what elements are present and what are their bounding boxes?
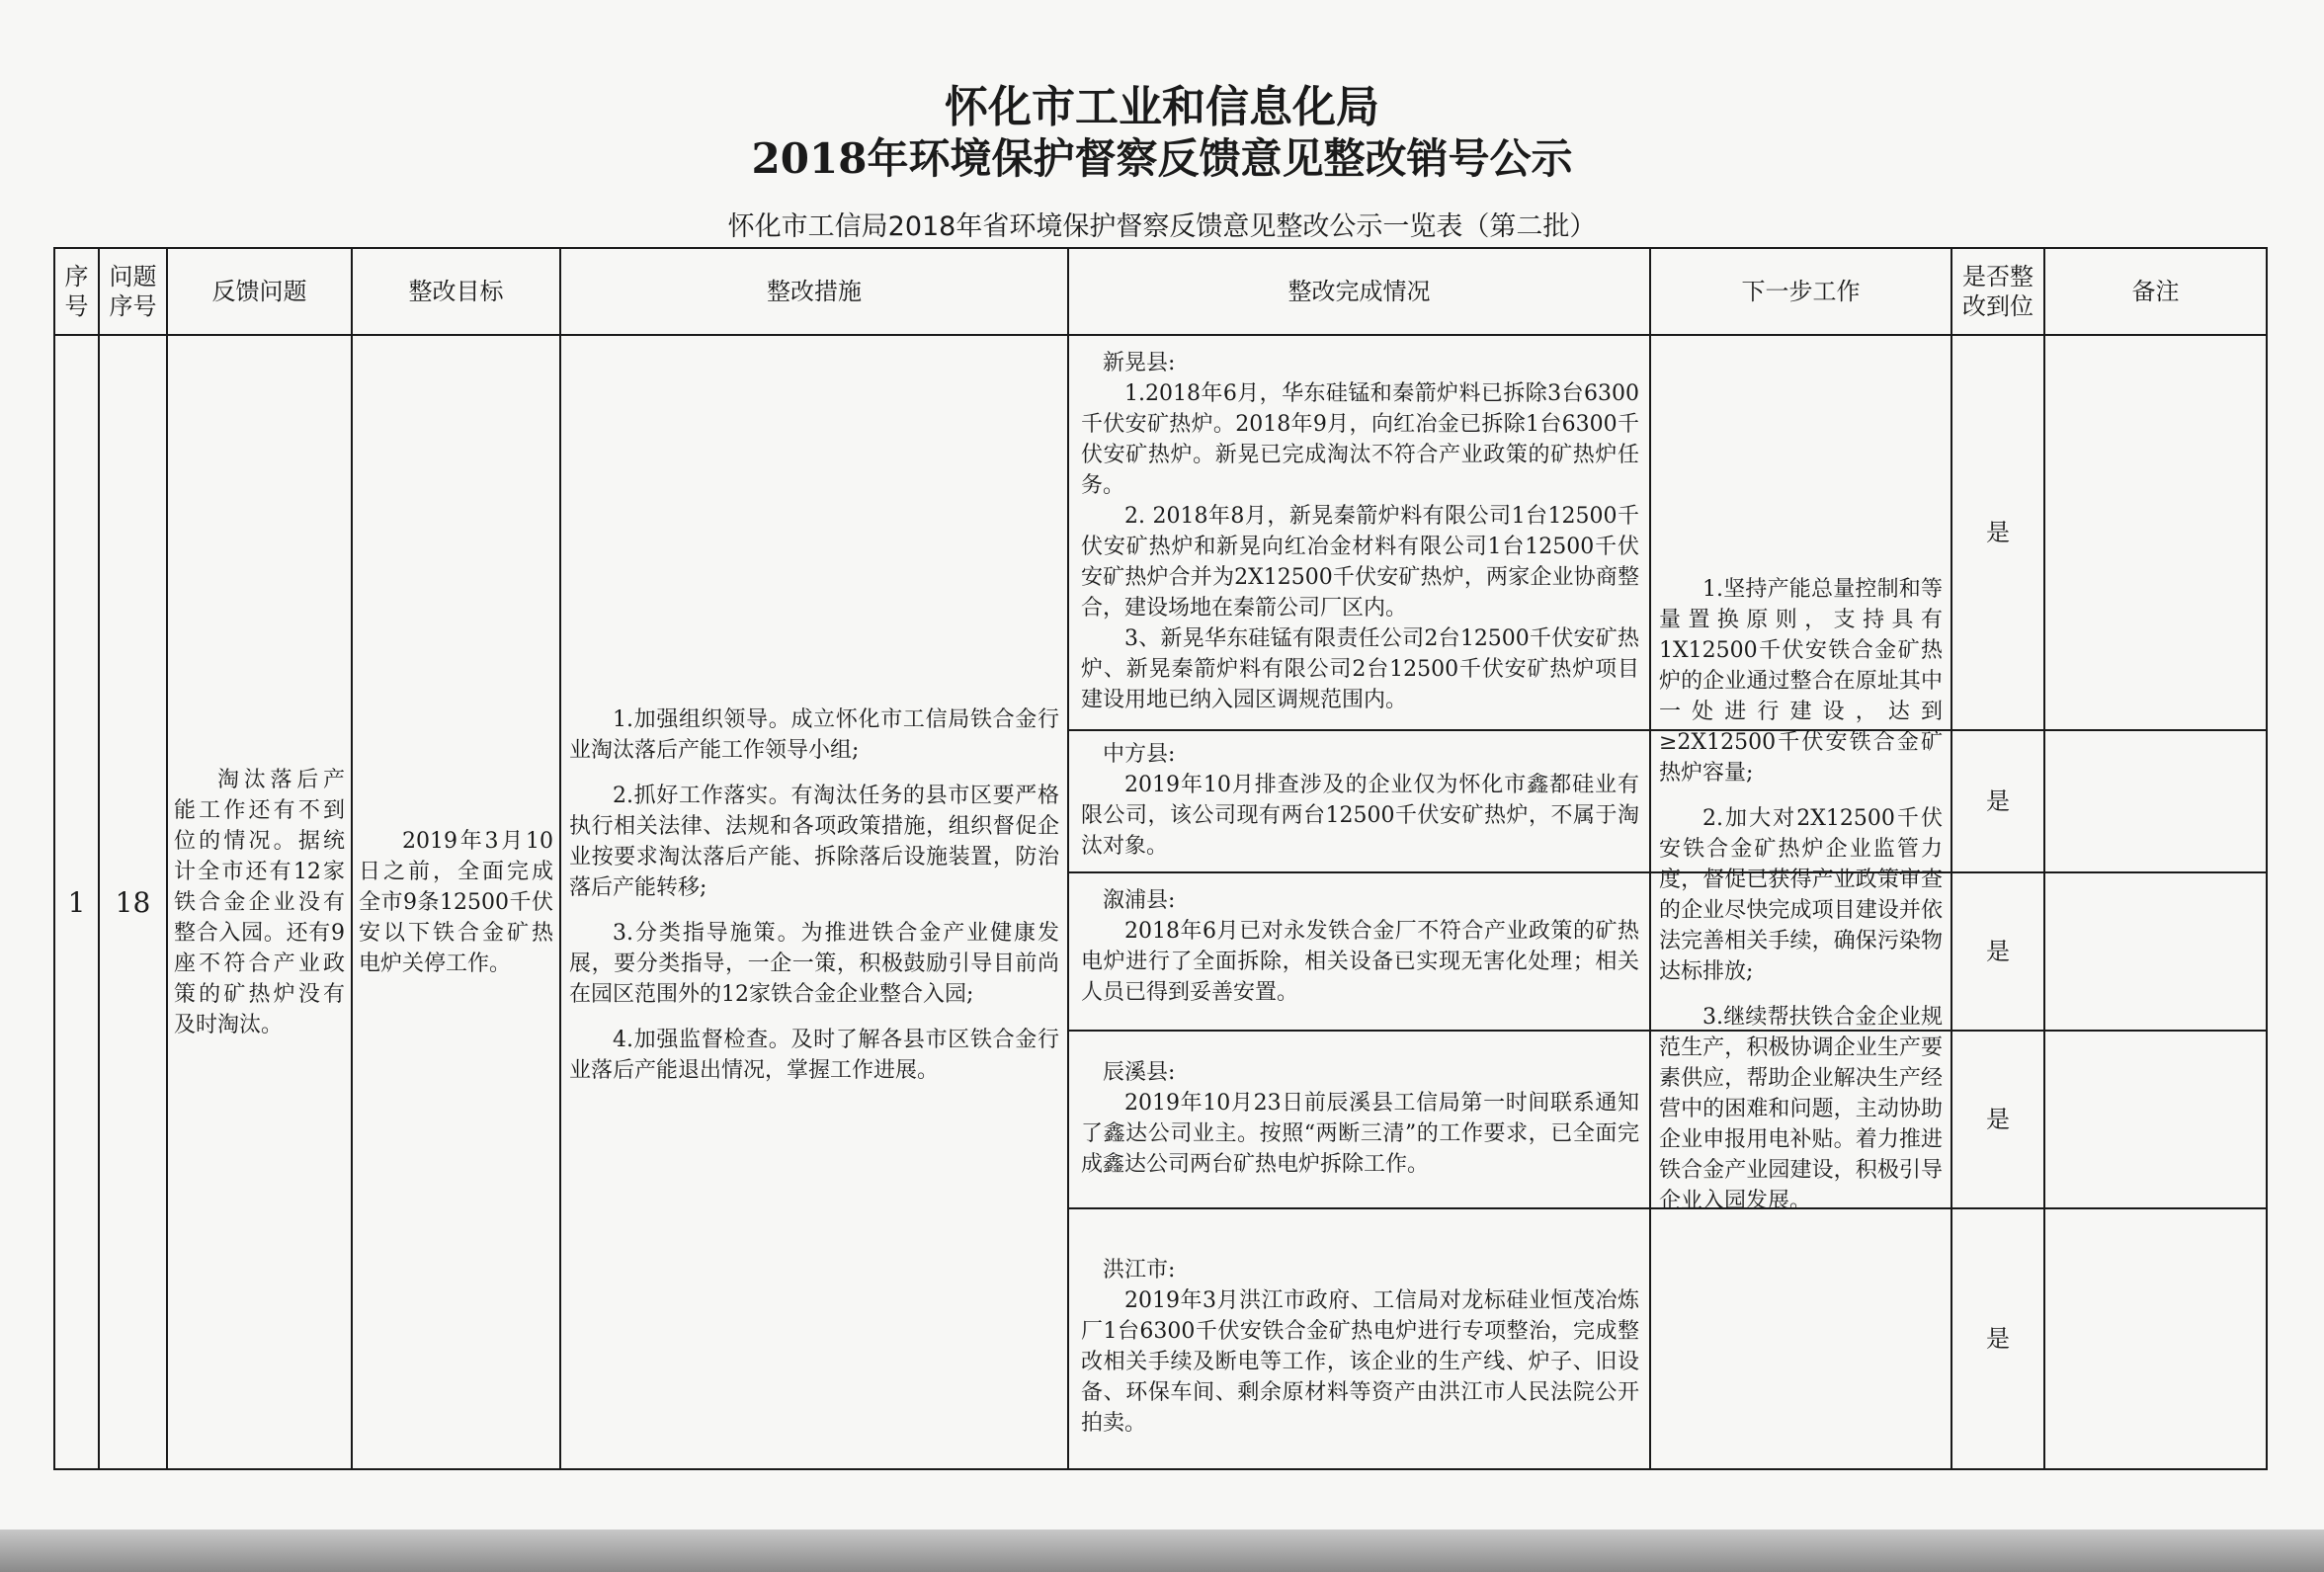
- completion-item: 1.2018年6月，华东硅锰和秦箭炉料已拆除3台6300千伏安矿热炉。2018年9月，向红冶金已拆除1台6300千伏安矿热炉。新晃已完成淘汰不符合产业政策的矿热炉任务。: [1081, 381, 1639, 498]
- cell-seq: 1: [67, 885, 86, 919]
- header-next-step: 下一步工作: [1741, 278, 1861, 305]
- measure-item: 4.加强监督检查。及时了解各县市区铁合金行业落后产能退出情况，掌握工作进展。: [569, 1027, 1059, 1083]
- completion-xinhuang: [1069, 342, 1649, 729]
- county-name: 辰溪县:: [1103, 1060, 1176, 1085]
- target-text: 2019年3月10日之前，全面完成全市9条12500千伏安以下铁合金矿热电炉关停工作。: [359, 828, 553, 976]
- table-caption: 怀化市工信局2018年省环境保护督察反馈意见整改公示一览表（第二批）: [727, 211, 1597, 242]
- completion-item: 2019年10月23日前辰溪县工信局第一时间联系通知了鑫达公司业主。按照“两断三清”的工作要求，已全面完成鑫达公司两台矿热电炉拆除工作。: [1081, 1091, 1639, 1177]
- cell-next-step: [1651, 336, 1950, 1468]
- completion-item: 2018年6月已对永发铁合金厂不符合产业政策的矿热电炉进行了全面拆除，相关设备已实现无害化处理；相关人员已得到妥善安置。: [1081, 919, 1639, 1005]
- done-xupu: 是: [1986, 937, 2010, 965]
- completion-chenxi: [1069, 1032, 1649, 1207]
- completion-item: 2019年10月排查涉及的企业仅为怀化市鑫都硅业有限公司，该公司现有两台12500千伏安矿热炉，不属于淘汰对象。: [1081, 773, 1639, 859]
- header-seq: 序号: [64, 263, 89, 320]
- next-step-item: 2.加大对2X12500千伏安铁合金矿热炉企业监管力度，督促已获得产业政策审查的企业尽快完成项目建设并依法完善相关手续，确保污染物达标排放;: [1659, 805, 1943, 984]
- completion-item: 2. 2018年8月，新晃秦箭炉料有限公司1台12500千伏安矿热炉和新晃向红冶金材料有限公司1台12500千伏安矿热炉合并为2X12500千伏安矿热炉，两家企业协商整合，建设场地在秦箭公司厂区内。: [1081, 504, 1639, 621]
- header-remarks: 备注: [2131, 278, 2180, 305]
- header-target: 整改目标: [408, 278, 504, 305]
- done-zhongfang: 是: [1986, 786, 2010, 815]
- header-feedback: 反馈问题: [211, 278, 307, 305]
- measure-item: 1.加强组织领导。成立怀化市工信局铁合金行业淘汰落后产能工作领导小组;: [569, 706, 1059, 763]
- county-name: 中方县:: [1103, 742, 1176, 767]
- measure-item: 2.抓好工作落实。有淘汰任务的县市区要严格执行相关法律、法规和各项政策措施，组织督促企业按要求淘汰落后产能、拆除落后设施装置，防治落后产能转移;: [569, 783, 1059, 900]
- completion-item: 2019年3月洪江市政府、工信局对龙标硅业恒茂冶炼厂1台6300千伏安铁合金矿热电炉进行专项整治，完成整改相关手续及断电等工作，该企业的生产线、炉子、旧设备、环保车间、剩余原材料等资产由洪江市人民法院公开拍卖。: [1081, 1288, 1639, 1436]
- header-measures: 整改措施: [767, 278, 862, 305]
- header-done: 是否整改到位: [1962, 263, 2034, 320]
- completion-item: 3、新晃华东硅锰有限责任公司2台12500千伏安矿热炉、新晃秦箭炉料有限公司2台12500千伏安矿热炉项目建设用地已纳入园区调规范围内。: [1081, 626, 1639, 712]
- page-title: 怀化市工业和信息化局: [945, 82, 1379, 132]
- done-hongjiang: 是: [1986, 1324, 2010, 1353]
- cell-target: [353, 336, 559, 1468]
- cell-problem-no: 18: [115, 885, 151, 919]
- cell-feedback: [168, 336, 351, 1468]
- scan-edge: [0, 1530, 2324, 1572]
- county-name: 溆浦县:: [1103, 888, 1176, 913]
- next-step-item: 1.坚持产能总量控制和等量置换原则，支持具有1X12500千伏安铁合金矿热炉的企业通过整合在原址其中一处进行建设，达到≥2X12500千伏安铁合金矿热炉容量;: [1659, 576, 1943, 786]
- county-name: 新晃县:: [1103, 351, 1176, 375]
- header-completion: 整改完成情况: [1287, 278, 1431, 305]
- completion-hongjiang: [1069, 1209, 1649, 1468]
- done-chenxi: 是: [1986, 1105, 2010, 1133]
- done-xinhuang: 是: [1986, 518, 2010, 546]
- county-name: 洪江市:: [1103, 1258, 1176, 1282]
- completion-zhongfang: [1069, 731, 1649, 871]
- cell-measures: [561, 336, 1067, 1468]
- next-step-item: 3.继续帮扶铁合金企业规范生产，积极协调企业生产要素供应，帮助企业解决生产经营中的困难和问题，主动协助企业申报用电补贴。着力推进铁合金产业园建设，积极引导企业入园发展。: [1659, 1004, 1943, 1213]
- completion-xupu: [1069, 873, 1649, 1030]
- feedback-text: 淘汰落后产能工作还有不到位的情况。据统计全市还有12家铁合金企业没有整合入园。还有9座不符合产业政策的矿热炉没有及时淘汰。: [174, 767, 345, 1037]
- cell-remarks: [2045, 336, 2266, 1468]
- page-title-line2: 2018年环境保护督察反馈意见整改销号公示: [751, 134, 1573, 183]
- measure-item: 3.分类指导施策。为推进铁合金产业健康发展，要分类指导，一企一策，积极鼓励引导目前尚在园区范围外的12家铁合金企业整合入园;: [569, 920, 1059, 1007]
- header-problem-no: 问题序号: [109, 263, 157, 320]
